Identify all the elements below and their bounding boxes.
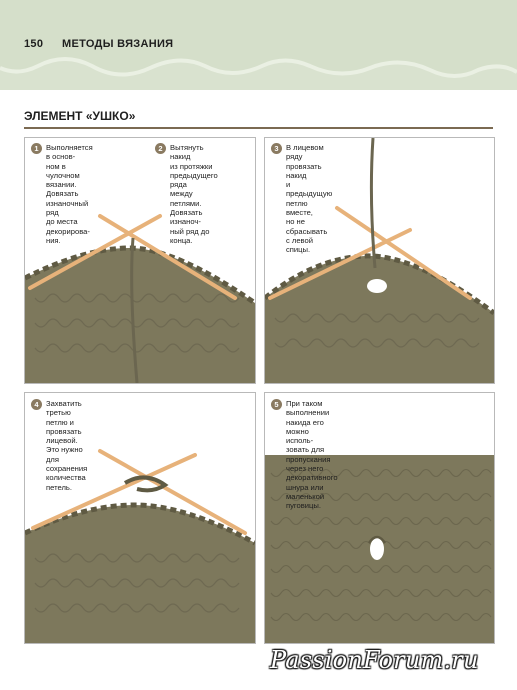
step-number-badge: 3 (271, 143, 282, 154)
step-text: В лицевом ряду провязать накид и предыдущую петлю вместе, но не сбрасывать с левой спицы. (286, 143, 333, 255)
section-divider (24, 127, 493, 129)
section-title: ЭЛЕМЕНТ «УШКО» (24, 109, 136, 123)
step-number-badge: 4 (31, 399, 42, 410)
step-number-badge: 1 (31, 143, 42, 154)
knitted-header-band (0, 0, 517, 90)
step-text: Захватить третью петлю и провязать лицевой. Это нужно для сохранения количества петель. (46, 399, 88, 492)
chapter-title: МЕТОДЫ ВЯЗАНИЯ (62, 38, 174, 50)
step-text: При таком выполнении накида его можно исполь- зовать для пропускания через него декоративного шнура или маленькой пуговицы. (286, 399, 338, 511)
watermark: PassionForum.ru (270, 646, 479, 674)
page-number: 150 (24, 38, 44, 50)
step-number-badge: 5 (271, 399, 282, 410)
step-text: Выполняется в основ- ном в чулочном вязании. Довязать изнаночный ряд до места декорирова- ния. (46, 143, 93, 245)
step-text: Вытянуть накид из протяжки предыдущего ряда между петлями. Довязать изнаноч- ный ряд до конца. (170, 143, 218, 245)
step-number-badge: 2 (155, 143, 166, 154)
